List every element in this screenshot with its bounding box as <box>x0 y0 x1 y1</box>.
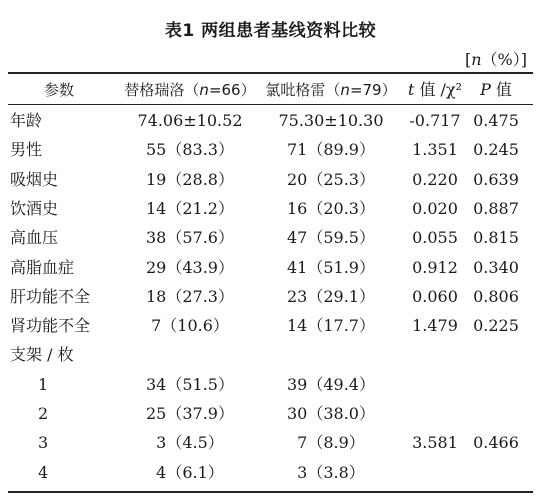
row-p-value: 0.639 <box>473 169 519 189</box>
row-stat-value: 0.055 <box>412 228 458 248</box>
row-label: 年龄 <box>10 111 43 130</box>
top-rule <box>8 72 533 74</box>
stent-p-value: 0.466 <box>473 433 519 453</box>
stent-row-label: 2 <box>38 404 49 423</box>
stent-row-group1-value: 3（4.5） <box>156 433 224 453</box>
stent-row-group1-value: 25（37.9） <box>146 404 234 423</box>
stent-row-group2-value: 3（3.8） <box>297 462 365 482</box>
row-group1-value: 29（43.9） <box>146 257 234 277</box>
header-stat: t 值 /χ² <box>407 80 463 99</box>
header-group1: 替格瑞洛（n=66） <box>124 81 256 99</box>
stent-row-label: 4 <box>38 462 49 482</box>
unit-label: [n（%）] <box>464 50 527 69</box>
row-stat-value: -0.717 <box>409 111 461 130</box>
row-group1-value: 74.06±10.52 <box>137 111 243 130</box>
row-label: 高脂血症 <box>10 257 75 277</box>
row-group1-value: 38（57.6） <box>146 228 234 248</box>
stent-stat-value: 3.581 <box>412 433 458 453</box>
row-group2-value: 75.30±10.30 <box>278 111 384 130</box>
row-stat-value: 0.912 <box>412 257 458 277</box>
row-stat-value: 0.060 <box>412 286 458 306</box>
row-stat-value: 0.220 <box>412 169 458 189</box>
row-label: 男性 <box>10 140 43 160</box>
row-p-value: 0.225 <box>473 316 519 336</box>
row-group2-value: 23（29.1） <box>287 286 375 306</box>
row-label: 吸烟史 <box>10 169 59 189</box>
row-p-value: 0.340 <box>473 257 519 277</box>
stent-row-label: 3 <box>38 433 49 453</box>
row-group2-value: 20（25.3） <box>287 169 375 189</box>
stent-row-group2-value: 7（8.9） <box>297 433 365 453</box>
row-p-value: 0.245 <box>473 140 519 160</box>
row-group1-value: 14（21.2） <box>146 198 234 218</box>
row-group2-value: 14（17.7） <box>287 316 375 336</box>
row-group2-value: 41（51.9） <box>287 257 375 277</box>
row-p-value: 0.475 <box>473 111 519 130</box>
stent-row-group1-value: 34（51.5） <box>146 374 234 394</box>
stent-row-group2-value: 30（38.0） <box>287 404 375 423</box>
stent-group-label: 支架 / 枚 <box>10 345 74 365</box>
stent-row-group2-value: 39（49.4） <box>287 374 375 394</box>
table-title: 表1 两组患者基线资料比较 <box>164 21 377 41</box>
row-label: 饮酒史 <box>10 198 59 218</box>
header-param: 参数 <box>44 81 75 99</box>
header-p: P 值 <box>480 80 512 99</box>
row-label: 高血压 <box>10 228 59 248</box>
row-group2-value: 47（59.5） <box>287 228 375 248</box>
stent-row-group1-value: 4（6.1） <box>156 462 224 482</box>
row-group2-value: 16（20.3） <box>287 198 375 218</box>
header-group2: 氯吡格雷（n=79） <box>265 81 397 99</box>
row-group1-value: 18（27.3） <box>146 286 234 306</box>
row-group1-value: 55（83.3） <box>146 140 234 160</box>
bottom-rule <box>8 491 533 493</box>
row-label: 肾功能不全 <box>10 316 91 336</box>
row-group2-value: 71（89.9） <box>287 140 375 160</box>
row-p-value: 0.887 <box>473 198 519 218</box>
header-rule <box>8 104 533 105</box>
stent-row-label: 1 <box>38 374 49 394</box>
row-stat-value: 1.479 <box>412 316 458 336</box>
row-p-value: 0.806 <box>473 286 519 306</box>
row-group1-value: 7（10.6） <box>151 316 229 336</box>
row-stat-value: 1.351 <box>412 140 458 160</box>
row-group1-value: 19（28.8） <box>146 169 234 189</box>
row-stat-value: 0.020 <box>412 198 458 218</box>
row-label: 肝功能不全 <box>10 286 91 306</box>
row-p-value: 0.815 <box>473 228 519 248</box>
